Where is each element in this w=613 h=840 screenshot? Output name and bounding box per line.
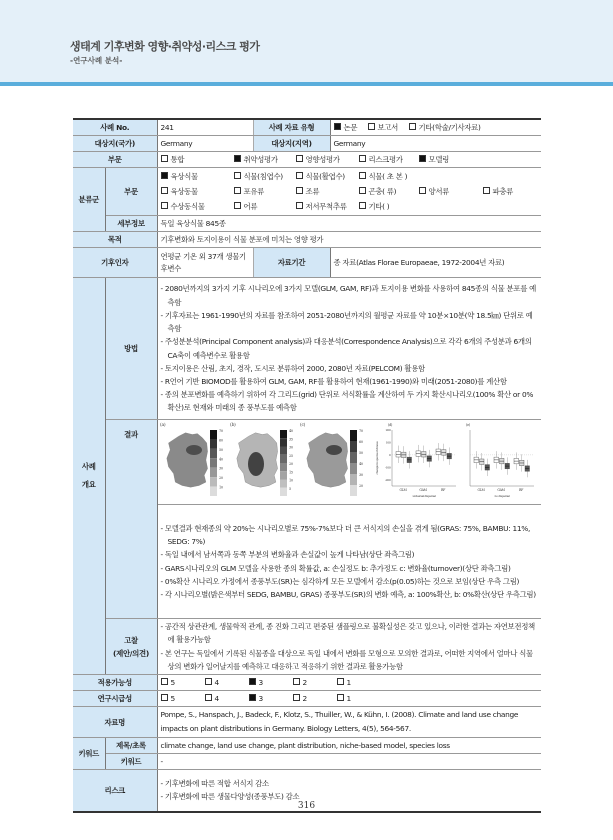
case-table	[73, 118, 541, 813]
option-label: 4	[214, 678, 219, 687]
label-discussion	[105, 619, 157, 675]
option-label: 5	[170, 678, 175, 687]
option-item	[334, 121, 368, 134]
y-tick-label: 100	[385, 440, 390, 445]
option-label: 파충류	[492, 187, 514, 196]
option-item	[161, 199, 234, 214]
row-purpose	[73, 232, 541, 248]
unchecked-box-icon	[368, 123, 375, 130]
colorbar-segment	[280, 488, 287, 496]
unchecked-box-icon	[161, 155, 168, 162]
colorbar-segment	[280, 463, 287, 471]
checked-box-icon	[249, 678, 256, 685]
option-label: 수상동식물	[170, 202, 205, 211]
unchecked-box-icon	[359, 172, 366, 179]
unchecked-box-icon	[337, 694, 344, 701]
label-sector: 부문	[73, 152, 157, 168]
unchecked-box-icon	[234, 187, 241, 194]
row-method	[73, 278, 541, 420]
option-item	[234, 153, 296, 166]
method-item: - 토지이용은 산림, 초지, 경작, 도시로 분류하여 2000, 2080년 자료(PELCOM) 활용함	[160, 363, 425, 373]
method-list	[157, 278, 541, 420]
colorbar-tick: 70	[218, 429, 223, 433]
colorbar-segment	[350, 452, 357, 463]
option-label: 3	[258, 694, 263, 703]
row-detail	[73, 216, 541, 232]
checked-box-icon	[234, 155, 241, 162]
colorbar-tick: 40	[218, 457, 223, 462]
panel-label: (b)	[229, 423, 235, 428]
colorbar-segment	[210, 458, 217, 467]
option-item	[293, 676, 337, 689]
site-country-value: Germany	[157, 136, 253, 152]
label-data-period: 자료기간	[253, 248, 330, 278]
option-item	[419, 184, 483, 199]
row-source	[73, 707, 541, 738]
detail-value: 독일 육상식물 845종	[157, 216, 541, 232]
option-item	[296, 199, 359, 214]
option-item	[296, 184, 359, 199]
label-case-type: 사례 자료 유형	[253, 119, 330, 136]
colorbar-tick: 50	[358, 451, 363, 455]
unchecked-box-icon	[161, 678, 168, 685]
colorbar-segment	[280, 455, 287, 463]
option-label: 조류	[305, 187, 320, 196]
option-label: 3	[258, 678, 263, 687]
colorbar-tick: 20	[288, 462, 293, 466]
colorbar-tick: 35	[288, 437, 293, 442]
option-label: 1	[346, 678, 351, 687]
option-item	[205, 676, 249, 689]
colorbar-segment	[210, 468, 217, 477]
row-site	[73, 136, 541, 152]
row-keyword	[73, 754, 541, 770]
row-urgency	[73, 691, 541, 707]
row-climate	[73, 248, 541, 278]
option-item	[419, 169, 483, 184]
method-item: - 종의 분포변화를 예측하기 위하여 각 그리드(grid) 단위로 서식확률을 계산하여 두 가지 확산시나리오(100% 확산 or 0% 확산)로 현재와 미래의 종 풍부도를 예측함	[160, 390, 534, 413]
label-discussion-sub: (제안/의견)	[113, 648, 149, 658]
label-site-country: 대상지(국가)	[73, 136, 157, 152]
option-label: 모델링	[428, 155, 450, 164]
option-label: 통합	[170, 155, 185, 164]
discussion-list	[157, 619, 541, 675]
keywords-value: -	[157, 754, 541, 770]
option-label: 곤충( 류)	[368, 187, 397, 196]
option-label: 기타( )	[368, 202, 390, 211]
unchecked-box-icon	[293, 694, 300, 701]
label-method: 방법	[105, 278, 157, 420]
option-item	[483, 184, 539, 199]
case-no-value: 241	[157, 119, 253, 136]
case-type-options	[330, 119, 541, 136]
unchecked-box-icon	[205, 694, 212, 701]
germany-map	[306, 433, 347, 487]
page-header	[0, 0, 613, 82]
urgency-options	[157, 691, 541, 707]
panel-label: (d)	[387, 423, 392, 427]
unchecked-box-icon	[234, 172, 241, 179]
checked-box-icon	[419, 155, 426, 162]
row-keyword-title	[73, 738, 541, 754]
climate-factor-value: 연평균 기온 외 37개 생물기후변수	[157, 248, 253, 278]
colorbar-tick: 60	[218, 438, 223, 443]
taxon-options	[157, 168, 541, 216]
unchecked-box-icon	[293, 678, 300, 685]
y-tick-label: -100	[384, 465, 390, 470]
colorbar-tick: 10	[218, 485, 223, 490]
colorbar-tick: 70	[358, 429, 363, 433]
option-item	[161, 169, 234, 184]
unchecked-box-icon	[337, 678, 344, 685]
option-label: 식물(침엽수)	[243, 172, 283, 181]
colorbar-segment	[210, 449, 217, 458]
x-tick-label: GAM	[418, 488, 427, 492]
colorbar-tick: 30	[218, 466, 223, 471]
option-label: 2	[302, 694, 307, 703]
sector-options	[157, 152, 541, 168]
option-item	[359, 169, 419, 184]
label-title-abstract: 제목/초록	[105, 738, 157, 754]
option-item	[161, 676, 205, 689]
method-item: - R언어 기반 BIOMOD를 활용하여 GLM, GAM, RF를 활용하여 현재(1961-1990)와 미래(2051-2080)를 계산함	[160, 376, 507, 386]
option-label: 보고서	[377, 123, 399, 132]
method-item: - 2080년까지의 3가지 기후 시나리오에 3가지 모델(GLM, GAM, RF)과 토지이용 변화를 사용하여 845종의 식물 분포를 예측함	[160, 284, 536, 307]
site-region-value: Germany	[330, 136, 541, 152]
colorbar-tick: 30	[358, 473, 363, 477]
x-tick-label: GAM	[496, 488, 505, 492]
label-result: 결과	[105, 420, 157, 619]
result-item: - 각 시나리오별(밝은색부터 SEDG, BAMBU, GRAS) 종풍부도(SR)의 변화 예측, a: 100%확산, b: 0%확산(상단 우측그림)	[160, 589, 536, 599]
panel-label: (c)	[299, 423, 305, 428]
unchecked-box-icon	[161, 694, 168, 701]
option-item	[249, 692, 293, 705]
option-item	[205, 692, 249, 705]
option-item	[161, 184, 234, 199]
option-label: 양서류	[428, 187, 450, 196]
source-value: Pompe, S., Hanspach, J., Badeck, F., Klotz, S., Thuiller, W., & Kühn, I. (2008). Climate and land use change impacts on plant distributions in Germany. Biology Letters, 4(5), 564-567.	[157, 707, 541, 738]
colorbar-tick: 25	[288, 453, 293, 458]
option-item	[359, 153, 419, 166]
y-tick-label: 200	[385, 428, 390, 432]
option-label: 영향성평가	[305, 155, 340, 164]
risk-item: - 기후변화에 따른 적합 서식지 감소	[160, 779, 269, 789]
title-abstract-keywords: climate change, land use change, plant distribution, niche-based model, species loss	[157, 738, 541, 754]
colorbar-segment	[350, 441, 357, 452]
panel-label: (a)	[159, 423, 165, 428]
row-sector	[73, 152, 541, 168]
label-taxon: 분류군	[73, 168, 105, 232]
label-urgency: 연구시급성	[73, 691, 157, 707]
map-hotspot	[186, 445, 202, 455]
unchecked-box-icon	[296, 155, 303, 162]
colorbar-segment	[350, 474, 357, 485]
discussion-item: - 공간적 상관관계, 생물학적 관계, 종 진화 그리고 편중된 샘플링으로 불확실성은 갖고 있으나, 이러한 결과는 자연보전정책에 활용가능함	[160, 622, 535, 645]
results-figure	[158, 420, 541, 500]
unchecked-box-icon	[296, 187, 303, 194]
map-hotspot	[326, 445, 342, 455]
option-item	[234, 169, 296, 184]
colorbar-tick: 50	[218, 447, 223, 452]
label-case-no: 사례 No.	[73, 119, 157, 136]
unchecked-box-icon	[296, 202, 303, 209]
row-case-no	[73, 119, 541, 136]
option-label: 기타(학술/기사자료)	[418, 123, 481, 132]
result-item: - 0%확산 시나리오 가정에서 종풍부도(SR)는 심각하게 모든 모델에서 감소(p(0.05)하는 것으로 보임(상단 우측 그림)	[160, 576, 520, 586]
page-number: 316	[297, 801, 316, 811]
colorbar-tick: 40	[288, 429, 293, 433]
option-label: 2	[302, 678, 307, 687]
x-tick-label: RF	[518, 488, 523, 492]
result-item: - 독일 내에서 남서쪽과 동쪽 부분의 변화율과 손실값이 높게 나타남(상단 좌측그림)	[160, 550, 415, 560]
option-item	[161, 153, 234, 166]
unchecked-box-icon	[296, 172, 303, 179]
colorbar-segment	[350, 463, 357, 474]
colorbar-segment	[210, 487, 217, 496]
unchecked-box-icon	[161, 202, 168, 209]
option-label: 육상식물	[170, 172, 198, 181]
checked-box-icon	[249, 694, 256, 701]
option-label: 5	[170, 694, 175, 703]
row-figure	[73, 420, 541, 505]
applicability-options	[157, 675, 541, 691]
unchecked-box-icon	[409, 123, 416, 130]
option-label: 논문	[343, 123, 358, 132]
colorbar-segment	[280, 430, 287, 438]
label-site-region: 대상지(지역)	[253, 136, 330, 152]
result-item: - 모델결과 현재종의 약 20%는 시나리오별로 75%-7%보다 더 큰 서식지의 손실을 겪게 됨(GRAS: 75%, BAMBU: 11%, SEDG: 7%)	[160, 523, 531, 547]
unchecked-box-icon	[205, 678, 212, 685]
colorbar-tick: 15	[288, 470, 293, 475]
row-applicability	[73, 675, 541, 691]
unchecked-box-icon	[483, 187, 490, 194]
option-item	[234, 184, 296, 199]
label-purpose: 목적	[73, 232, 157, 248]
x-tick-label: GLM	[398, 488, 407, 492]
result-item: - GARS시나리오의 GLM 모델을 사용한 종의 확률값, a: 손실정도 b: 추가정도 c: 변화율(turnover)(상단 좌측그림)	[160, 563, 511, 573]
colorbar-segment	[210, 439, 217, 448]
option-item	[161, 692, 205, 705]
option-label: 포유류	[243, 187, 265, 196]
row-discussion	[73, 619, 541, 675]
unchecked-box-icon	[419, 187, 426, 194]
option-item	[359, 199, 419, 214]
option-item	[419, 153, 483, 166]
result-list	[157, 505, 541, 619]
colorbar-tick: 20	[218, 476, 223, 481]
option-item	[359, 184, 419, 199]
page-subtitle: -연구사례 분석-	[70, 56, 123, 65]
option-item	[368, 121, 409, 134]
colorbar-tick: 40	[358, 462, 363, 466]
option-item	[296, 169, 359, 184]
germany-map	[166, 433, 207, 487]
colorbar-tick: 5	[288, 486, 291, 491]
y-tick-label: -200	[384, 477, 390, 482]
colorbar-segment	[280, 471, 287, 479]
option-label: 식물(활엽수)	[305, 172, 345, 181]
option-item	[293, 692, 337, 705]
label-keyword: 키워드	[73, 738, 105, 770]
x-axis-label: universal dispersal	[411, 494, 436, 498]
option-item	[483, 169, 539, 184]
colorbar-segment	[280, 438, 287, 446]
option-item	[296, 153, 359, 166]
option-label: 1	[346, 694, 351, 703]
checked-box-icon	[334, 123, 341, 130]
x-axis-label: no dispersal	[494, 494, 509, 498]
label-applicability: 적용가능성	[73, 675, 157, 691]
label-source: 자료명	[73, 707, 157, 738]
unchecked-box-icon	[359, 155, 366, 162]
option-item	[249, 676, 293, 689]
option-label: 육상동물	[170, 187, 198, 196]
row-taxon	[73, 168, 541, 216]
colorbar-segment	[280, 480, 287, 488]
purpose-value: 기후변화와 토지이용이 식물 분포에 미치는 영향 평가	[157, 232, 541, 248]
x-tick-label: GLM	[476, 488, 485, 492]
panel-label: (e)	[465, 423, 470, 427]
discussion-item: - 본 연구는 독일에서 기록된 식물종을 대상으로 독일 내에서 변화를 모형으로 모의한 결과로, 어떠한 지역에서 얼마나 식물상의 변화가 일어날지를 예측하고 대응하고 적응하기 위한 결과로 활용가능함	[160, 648, 533, 671]
data-period-value: 종 자료(Atlas Florae Europaeae, 1972-2004년 자료)	[330, 248, 541, 278]
option-label: 리스크평가	[368, 155, 403, 164]
label-keyword-sub: 키워드	[105, 754, 157, 770]
option-label: 어류	[243, 202, 258, 211]
option-item	[337, 676, 539, 689]
page-title: 생태계 기후변화 영향·취약성·리스크 평가	[70, 40, 260, 53]
colorbar-tick: 60	[358, 440, 363, 444]
risk-item: - 기후변화에 따른 생물다양성(종풍부도) 감소	[160, 792, 300, 802]
colorbar-tick: 30	[288, 445, 293, 450]
colorbar-segment	[210, 430, 217, 439]
colorbar-segment	[350, 430, 357, 441]
colorbar-tick: 20	[358, 484, 363, 488]
map-hotspot	[248, 452, 264, 476]
option-label: 4	[214, 694, 219, 703]
method-item: - 기후자료는 1961-1990년의 자료를 참조하여 2051-2080년까지의 월평균 자료를 약 10분×10분(약 18.5㎞) 단위로 예측함	[160, 310, 533, 334]
method-item: - 주성분분석(Principal Component analysis)과 대응분석(Correspondence Analysis)으로 각각 6개의 주성분과 6개의 CA축이 예측변수로 활용함	[160, 337, 532, 360]
unchecked-box-icon	[359, 202, 366, 209]
label-detail: 세부정보	[105, 216, 157, 232]
colorbar-segment	[280, 447, 287, 455]
unchecked-box-icon	[161, 187, 168, 194]
option-item	[409, 121, 539, 134]
x-tick-label: RF	[440, 488, 445, 492]
option-item	[337, 692, 539, 705]
label-overview: 사례 개요	[73, 278, 105, 675]
y-tick-label: 0	[388, 452, 390, 457]
option-label: 저서무척추류	[305, 202, 347, 211]
y-axis-label: change in species richness	[374, 441, 379, 475]
checked-box-icon	[161, 172, 168, 179]
unchecked-box-icon	[234, 202, 241, 209]
colorbar-segment	[350, 485, 357, 496]
colorbar-segment	[210, 477, 217, 486]
label-taxon-sector: 부문	[105, 168, 157, 216]
colorbar-tick: 10	[288, 478, 293, 483]
label-discussion-main: 고찰	[124, 635, 138, 645]
label-climate-factor: 기후인자	[73, 248, 157, 278]
figure-cell	[157, 420, 541, 505]
label-risk: 리스크	[73, 770, 157, 812]
header-divider	[0, 82, 613, 86]
option-label: 취약성평가	[243, 155, 278, 164]
option-item	[234, 199, 296, 214]
unchecked-box-icon	[359, 187, 366, 194]
option-label: 식물( 초 본 )	[368, 172, 408, 181]
